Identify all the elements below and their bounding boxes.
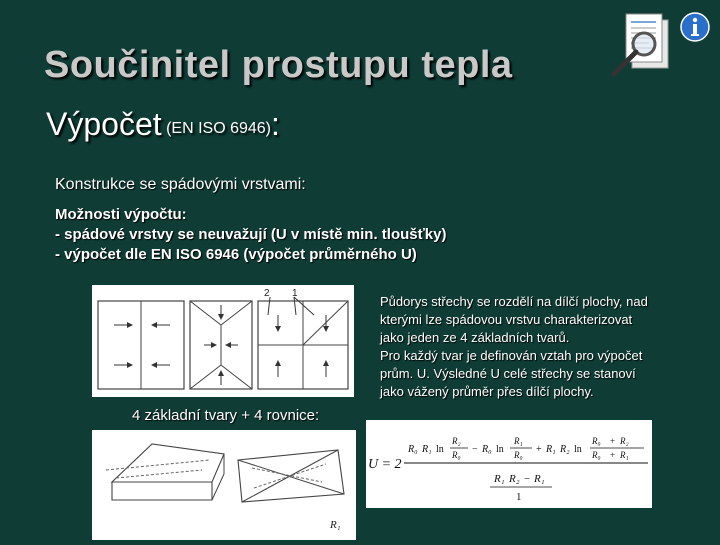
- formula-plus-b: +: [610, 436, 616, 446]
- formula-den-two: 1: [516, 491, 522, 503]
- diagram-label-2: 2: [264, 288, 270, 299]
- option-item: - spádové vrstvy se neuvažují (U v místě min. tloušťky): [55, 226, 447, 243]
- options-heading: Možnosti výpočtu:: [55, 206, 187, 223]
- formula-den-r1b: R₁: [534, 473, 545, 485]
- formula-minus: −: [472, 444, 478, 455]
- formula-ln-c: ln: [574, 444, 582, 455]
- formula-r1: R₁: [422, 444, 432, 455]
- subtitle-standard: (EN ISO 6946): [161, 120, 271, 137]
- formula-r1-den: R₁: [620, 450, 629, 460]
- formula-r2-num: R₂: [620, 436, 629, 446]
- formula-r0-b: R₀: [482, 444, 492, 455]
- formula-plus-c: +: [610, 450, 616, 460]
- explanation-line: jako vážený průměr přes dílčí plochy.: [380, 384, 594, 399]
- formula-panel: [366, 420, 652, 508]
- formula-r0-den-b: R₀: [514, 450, 523, 460]
- formula-r1-num: R₁: [514, 436, 523, 446]
- diagram-label-1: 1: [292, 288, 298, 299]
- formula-r0: R₀: [408, 444, 418, 455]
- roof-plan-diagram: [92, 285, 354, 397]
- info-icon[interactable]: [680, 12, 710, 42]
- formula-r0-den: R₀: [452, 450, 461, 460]
- explanation-text: [380, 293, 700, 401]
- formula-den-r2: R₂: [509, 473, 520, 485]
- formula-ln: ln: [436, 444, 444, 455]
- options-list: [55, 205, 446, 265]
- formula-plus: +: [536, 444, 542, 455]
- formula-ln-b: ln: [496, 444, 504, 455]
- basic-shapes-diagram: [92, 430, 356, 540]
- formula-den-r1: R₁: [494, 473, 505, 485]
- formula-lhs: U = 2: [368, 457, 402, 472]
- formula-r0-den-c: R₀: [592, 450, 601, 460]
- subtitle-main: Výpočet: [46, 106, 162, 142]
- explanation-line: Pro každý tvar je definován vztah pro výpočet: [380, 348, 643, 363]
- formula-r0-num: R₀: [592, 436, 601, 446]
- formula-r2-b: R₂: [560, 444, 570, 455]
- diagram-label-r1: R₁: [330, 519, 341, 531]
- formula-r2: R₂: [452, 436, 461, 446]
- construction-heading: Konstrukce se spádovými vrstvami:: [55, 176, 306, 193]
- shapes-label: 4 základní tvary + 4 rovnice:: [132, 407, 320, 424]
- explanation-line: jako jeden ze 4 základních tvarů.: [380, 330, 570, 345]
- formula-r1-b: R₁: [546, 444, 556, 455]
- explanation-line: kterými lze spádovou vrstvu charakterizovat: [380, 312, 633, 327]
- explanation-line: prům. U. Výsledné U celé střechy se stanoví: [380, 366, 636, 381]
- subtitle-colon: :: [271, 106, 280, 142]
- slide-title: Součinitel prostupu tepla: [44, 44, 513, 86]
- option-item: - výpočet dle EN ISO 6946 (výpočet průměrného U): [55, 246, 417, 263]
- document-magnifier-icon[interactable]: [604, 10, 674, 80]
- explanation-line: Půdorys střechy se rozdělí na dílčí plochy, nad: [380, 294, 648, 309]
- slide-subtitle: [46, 106, 280, 143]
- formula-den-minus: −: [524, 473, 531, 485]
